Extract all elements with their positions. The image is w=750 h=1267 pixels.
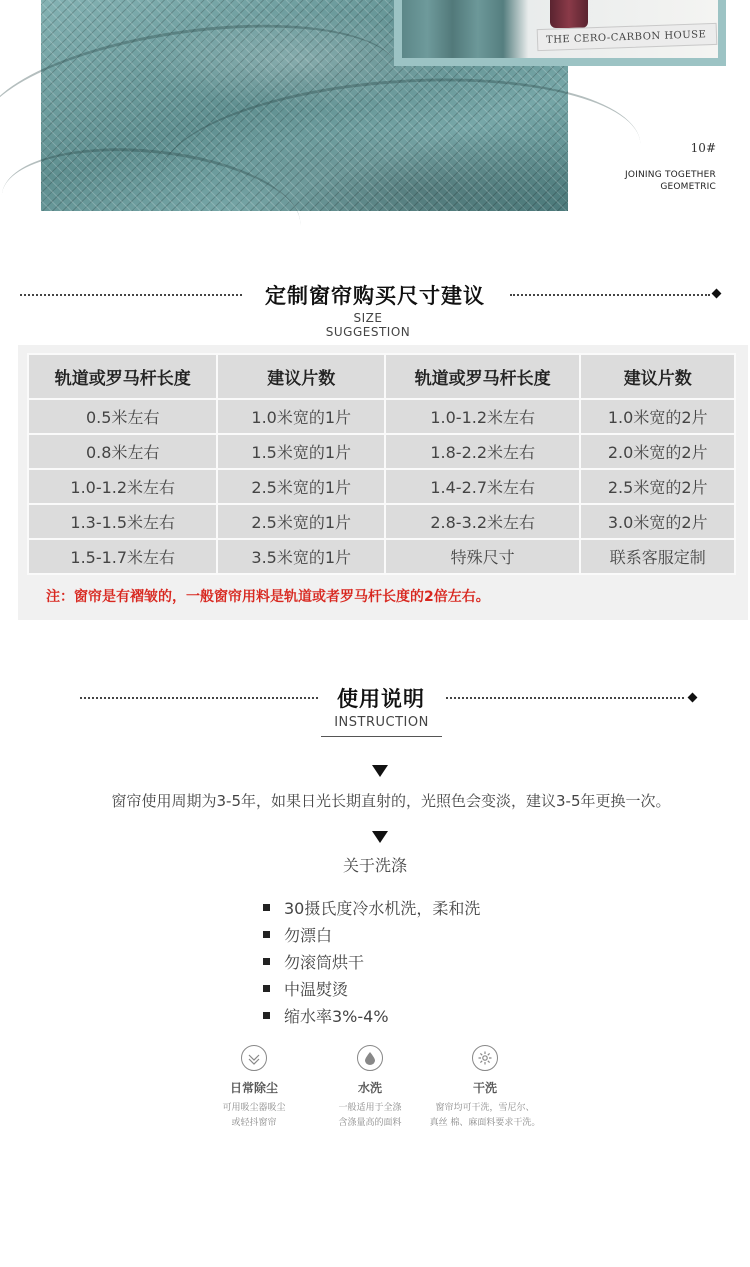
table-cell: 1.4-2.7米左右 bbox=[385, 469, 580, 504]
book-image: THE CERO-CARBON HOUSE bbox=[537, 23, 718, 51]
header-track-length: 轨道或罗马杆长度 bbox=[28, 354, 217, 399]
care-list bbox=[263, 894, 480, 1029]
size-section-header bbox=[0, 280, 750, 308]
table-header-row bbox=[28, 354, 735, 399]
table-cell: 1.5-1.7米左右 bbox=[28, 539, 217, 574]
table-cell: 2.0米宽的2片 bbox=[580, 434, 735, 469]
instruction-section-title: 使用说明 bbox=[337, 687, 425, 711]
table-cell: 1.8-2.2米左右 bbox=[385, 434, 580, 469]
care-item-desc: 一般适用于全涤 含涤量高的面料 bbox=[338, 1103, 402, 1128]
dry-clean-icon bbox=[472, 1045, 498, 1071]
table-cell: 特殊尺寸 bbox=[385, 539, 580, 574]
care-item-title: 干洗 bbox=[472, 1081, 497, 1095]
size-table bbox=[27, 353, 736, 575]
table-cell: 1.3-1.5米左右 bbox=[28, 504, 217, 539]
table-cell: 2.5米宽的1片 bbox=[217, 469, 385, 504]
dust-icon bbox=[241, 1045, 267, 1071]
instruction-section-subtitle: INSTRUCTION bbox=[321, 715, 442, 737]
list-item: 勿滚筒烘干 bbox=[263, 948, 480, 975]
table-row bbox=[28, 434, 735, 469]
washing-title: 关于洗涤 bbox=[342, 856, 407, 875]
table-cell: 2.5米宽的1片 bbox=[217, 504, 385, 539]
list-item: 勿漂白 bbox=[263, 921, 480, 948]
bullet-icon bbox=[263, 904, 270, 911]
list-item: 中温熨烫 bbox=[263, 975, 480, 1002]
bullet-icon bbox=[263, 985, 270, 992]
list-item: 缩水率3%-4% bbox=[263, 1002, 480, 1029]
table-cell: 3.0米宽的2片 bbox=[580, 504, 735, 539]
table-cell: 联系客服定制 bbox=[580, 539, 735, 574]
size-section-title: 定制窗帘购买尺寸建议 bbox=[265, 284, 485, 308]
bullet-icon bbox=[263, 931, 270, 938]
header-panel-count: 建议片数 bbox=[217, 354, 385, 399]
care-item-title: 日常除尘 bbox=[229, 1081, 278, 1095]
vase-image bbox=[550, 0, 588, 28]
size-note: 注：窗帘是有褶皱的，一般窗帘用料是轨道或者罗马杆长度的2倍左右。 bbox=[46, 589, 490, 605]
table-row bbox=[28, 539, 735, 574]
table-cell: 1.0-1.2米左右 bbox=[28, 469, 217, 504]
table-cell: 0.5米左右 bbox=[28, 399, 217, 434]
care-item-title: 水洗 bbox=[357, 1081, 382, 1095]
down-triangle-icon bbox=[372, 831, 388, 843]
bullet-icon bbox=[263, 958, 270, 965]
curtain-inset-photo bbox=[394, 0, 726, 66]
table-cell: 1.0-1.2米左右 bbox=[385, 399, 580, 434]
water-drop-icon bbox=[357, 1045, 383, 1071]
product-tagline: JOINING TOGETHER GEOMETRIC bbox=[625, 170, 716, 192]
table-row bbox=[28, 399, 735, 434]
table-cell: 2.8-3.2米左右 bbox=[385, 504, 580, 539]
product-code: 10# bbox=[690, 141, 716, 155]
header-track-length: 轨道或罗马杆长度 bbox=[385, 354, 580, 399]
table-cell: 1.0米宽的1片 bbox=[217, 399, 385, 434]
care-item-desc: 窗帘均可干洗，雪尼尔、 真丝 棉、麻面料要求干洗。 bbox=[429, 1103, 541, 1128]
size-section-subtitle: SIZE SUGGESTION bbox=[313, 311, 423, 346]
bullet-icon bbox=[263, 1012, 270, 1019]
table-cell: 1.5米宽的1片 bbox=[217, 434, 385, 469]
instruction-section-header bbox=[0, 683, 750, 711]
care-item-dry-clean bbox=[415, 1045, 555, 1131]
care-item-desc: 可用吸尘器吸尘 或轻抖窗帘 bbox=[222, 1103, 286, 1128]
table-row bbox=[28, 504, 735, 539]
table-cell: 2.5米宽的2片 bbox=[580, 469, 735, 504]
table-cell: 3.5米宽的1片 bbox=[217, 539, 385, 574]
care-item-dust bbox=[189, 1045, 319, 1131]
lifecycle-text: 窗帘使用周期为3-5年，如果日光长期直射的，光照色会变淡，建议3-5年更换一次。 bbox=[111, 792, 671, 810]
list-item: 30摄氏度冷水机洗，柔和洗 bbox=[263, 894, 480, 921]
table-row bbox=[28, 469, 735, 504]
table-cell: 0.8米左右 bbox=[28, 434, 217, 469]
header-panel-count: 建议片数 bbox=[580, 354, 735, 399]
down-triangle-icon bbox=[372, 765, 388, 777]
table-cell: 1.0米宽的2片 bbox=[580, 399, 735, 434]
